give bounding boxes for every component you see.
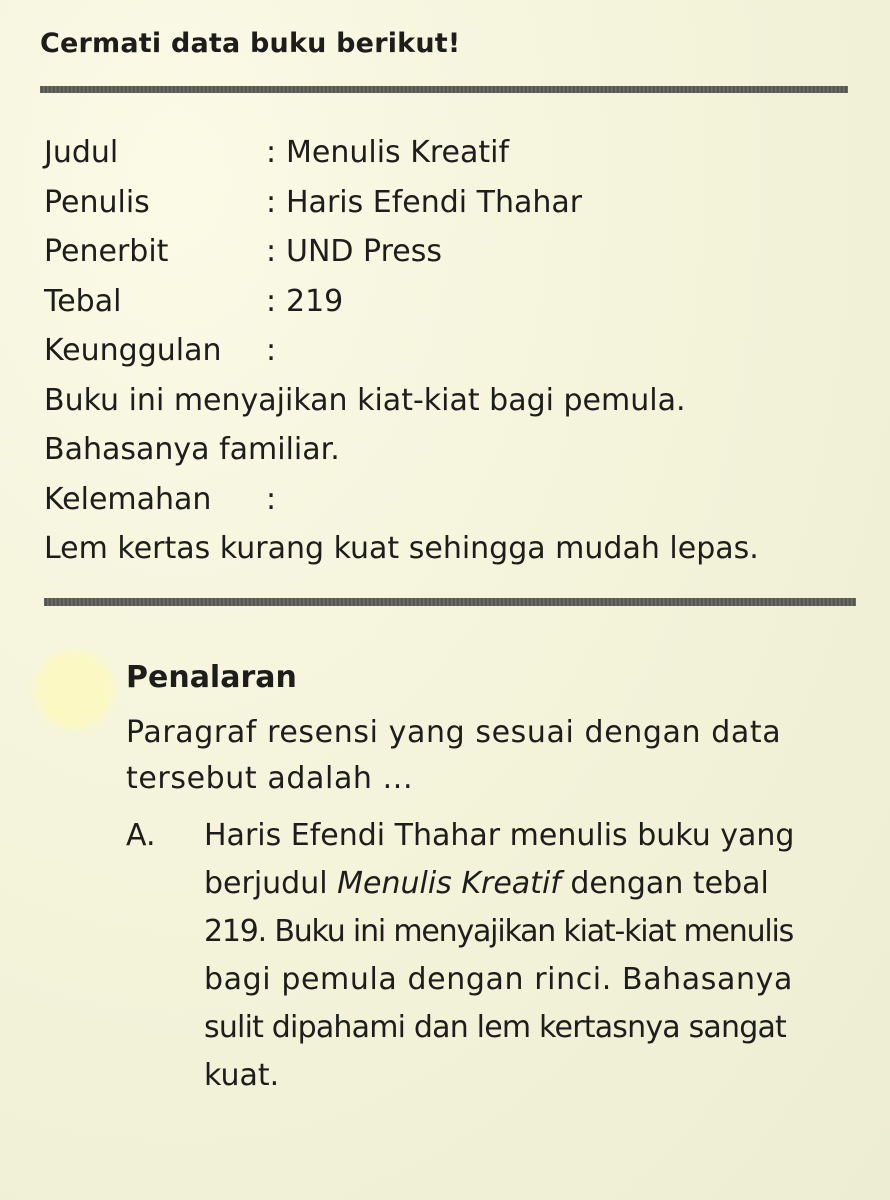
question-line: Paragraf resensi yang sesuai dengan data xyxy=(126,715,782,750)
option-letter: A. xyxy=(126,818,156,853)
row-keunggulan xyxy=(44,326,759,376)
keunggulan-text-line: Bahasanya familiar. xyxy=(44,432,340,467)
row-penerbit xyxy=(44,227,759,277)
field-separator: : xyxy=(266,135,277,170)
field-label: Kelemahan xyxy=(44,481,212,517)
option-line-part: dengan tebal xyxy=(560,866,769,901)
option-line: bagi pemula dengan rinci. Bahasanya xyxy=(204,962,793,997)
field-value: UND Press xyxy=(286,234,442,269)
row-penulis xyxy=(44,178,759,228)
field-label: Keunggulan xyxy=(44,333,222,368)
book-title-italic: Menulis Kreatif xyxy=(337,866,561,901)
option-line xyxy=(204,860,864,908)
section-heading: Penalaran xyxy=(126,660,297,695)
field-label: Penerbit xyxy=(44,234,169,269)
page-title: Cermati data buku berikut! xyxy=(40,28,461,59)
bottom-divider xyxy=(44,598,856,606)
top-divider xyxy=(40,86,848,93)
field-separator: : xyxy=(266,184,277,220)
field-value: Haris Efendi Thahar xyxy=(286,184,583,220)
field-separator: : xyxy=(266,283,277,319)
kelemahan-text-line: Lem kertas kurang kuat sehingga mudah lepas. xyxy=(44,531,759,566)
option-text xyxy=(204,812,864,1100)
row-kelemahan xyxy=(44,475,759,525)
book-data-section xyxy=(44,128,759,574)
row-tebal xyxy=(44,277,759,327)
option-line: sulit dipahami dan lem kertasnya sangat xyxy=(204,1010,787,1045)
option-line: 219. Buku ini menyajikan kiat-kiat menulis xyxy=(204,914,794,949)
question-text xyxy=(126,710,861,802)
field-label: Tebal xyxy=(44,283,122,319)
question-line: tersebut adalah ... xyxy=(126,761,414,796)
field-separator: : xyxy=(266,333,277,368)
field-label: Penulis xyxy=(44,184,150,220)
row-judul xyxy=(44,128,759,178)
highlight-dot xyxy=(34,650,114,730)
field-value: Menulis Kreatif xyxy=(286,135,510,170)
field-label: Judul xyxy=(44,135,119,170)
field-separator: : xyxy=(266,234,277,269)
field-separator: : xyxy=(266,481,277,517)
option-line: Haris Efendi Thahar menulis buku yang xyxy=(204,818,795,853)
option-line: kuat. xyxy=(204,1058,280,1093)
keunggulan-text-line: Buku ini menyajikan kiat-kiat bagi pemula. xyxy=(44,382,686,418)
option-line-part: berjudul xyxy=(204,866,338,901)
field-value: 219 xyxy=(286,283,344,319)
